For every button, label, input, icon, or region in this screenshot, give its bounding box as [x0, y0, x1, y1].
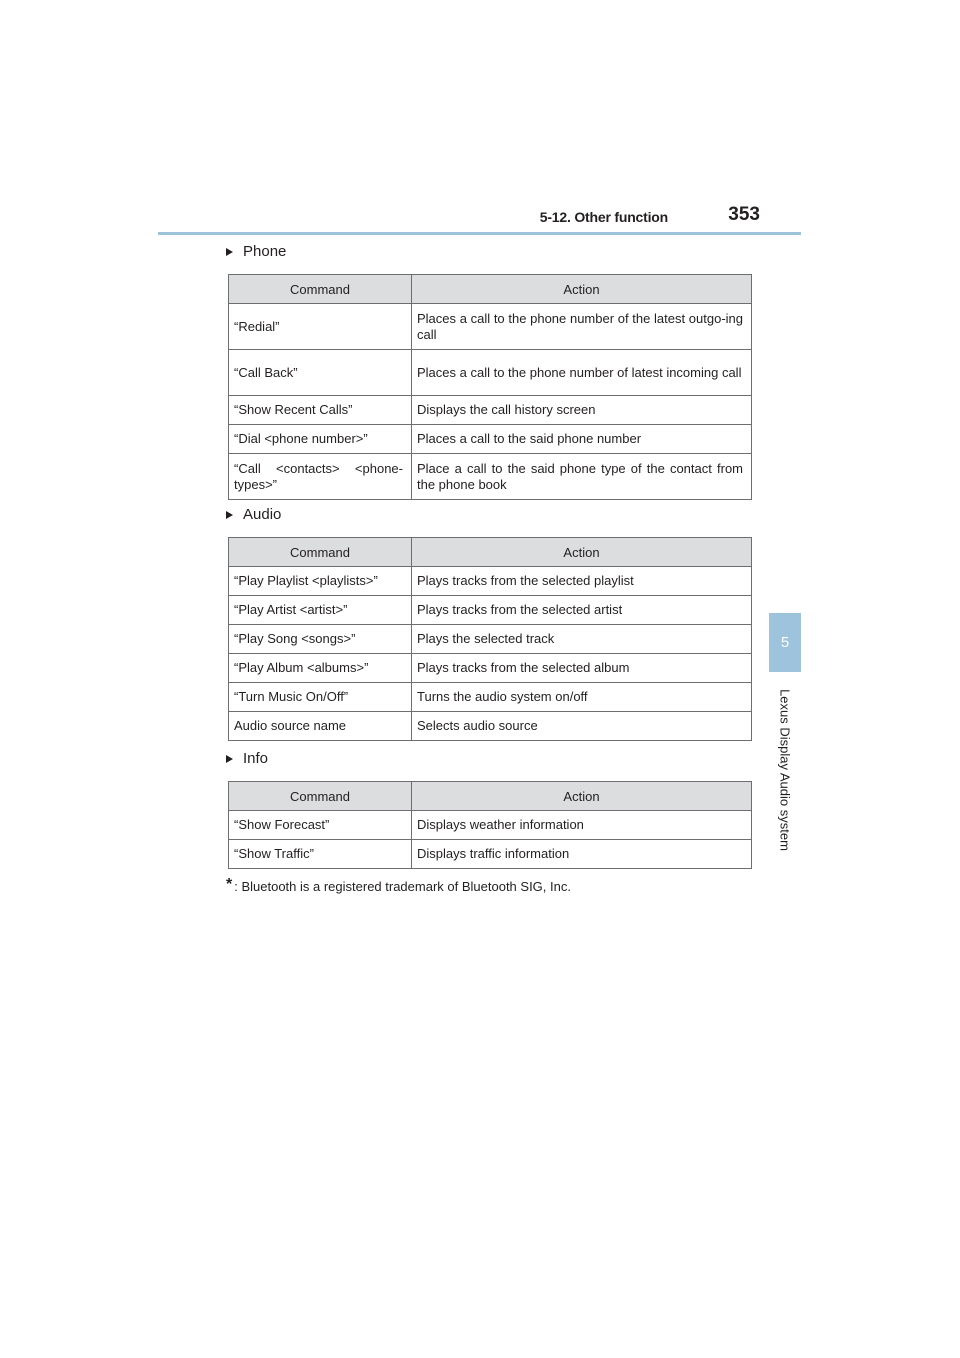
table-row: [229, 350, 752, 396]
command-cell: “Show Recent Calls”: [229, 396, 412, 425]
command-cell: Audio source name: [229, 712, 412, 741]
column-header-command: Command: [229, 275, 412, 304]
command-cell: “Show Forecast”: [229, 811, 412, 840]
table-row: [229, 712, 752, 741]
action-cell: Displays weather information: [412, 811, 752, 840]
action-cell: Plays tracks from the selected album: [412, 654, 752, 683]
action-cell: Selects audio source: [412, 712, 752, 741]
command-cell: “Play Album <albums>”: [229, 654, 412, 683]
command-cell: “Call Back”: [229, 350, 412, 396]
column-header-action: Action: [412, 275, 752, 304]
command-cell: “Play Playlist <playlists>”: [229, 567, 412, 596]
command-cell: “Call <contacts> <phone-types>”: [229, 454, 412, 500]
phone-command-table: [228, 274, 752, 500]
triangle-arrow-icon: [226, 248, 233, 256]
table-row: [229, 567, 752, 596]
info-heading: [226, 750, 268, 767]
audio-command-table: [228, 537, 752, 741]
info-command-table: [228, 781, 752, 869]
phone-heading: [226, 243, 286, 260]
column-header-action: Action: [412, 538, 752, 567]
table-row: [229, 425, 752, 454]
triangle-arrow-icon: [226, 511, 233, 519]
action-cell: Plays tracks from the selected artist: [412, 596, 752, 625]
action-cell: Displays traffic information: [412, 840, 752, 869]
table-row: [229, 625, 752, 654]
table-header-row: [229, 782, 752, 811]
table-row: [229, 454, 752, 500]
table-row: [229, 654, 752, 683]
info-heading-text: Info: [243, 750, 269, 767]
section-title: 5-12. Other function: [539, 209, 668, 225]
footnote: [226, 876, 571, 894]
table-row: [229, 683, 752, 712]
page-number: 353: [728, 204, 760, 225]
command-cell: “Play Artist <artist>”: [229, 596, 412, 625]
action-cell: Displays the call history screen: [412, 396, 752, 425]
action-cell: Place a call to the said phone type of the contact from the phone book: [412, 454, 752, 500]
phone-heading-text: Phone: [243, 243, 287, 260]
footnote-text: : Bluetooth is a registered trademark of Bluetooth SIG, Inc.: [234, 879, 571, 894]
action-cell: Places a call to the phone number of latest incoming call: [412, 350, 752, 396]
triangle-arrow-icon: [226, 755, 233, 763]
chapter-tab: 5: [769, 613, 801, 672]
command-cell: “Play Song <songs>”: [229, 625, 412, 654]
action-cell: Turns the audio system on/off: [412, 683, 752, 712]
command-cell: “Show Traffic”: [229, 840, 412, 869]
chapter-label: Lexus Display Audio system: [777, 689, 793, 851]
column-header-command: Command: [229, 538, 412, 567]
command-cell: “Turn Music On/Off”: [229, 683, 412, 712]
audio-heading-text: Audio: [243, 506, 282, 523]
action-cell: Places a call to the phone number of the latest outgo-ing call: [412, 304, 752, 350]
table-row: [229, 840, 752, 869]
command-cell: “Dial <phone number>”: [229, 425, 412, 454]
table-row: [229, 396, 752, 425]
column-header-action: Action: [412, 782, 752, 811]
table-header-row: [229, 538, 752, 567]
table-row: [229, 304, 752, 350]
action-cell: Plays the selected track: [412, 625, 752, 654]
header-rule: [158, 232, 801, 235]
action-cell: Places a call to the said phone number: [412, 425, 752, 454]
table-row: [229, 811, 752, 840]
column-header-command: Command: [229, 782, 412, 811]
action-cell: Plays tracks from the selected playlist: [412, 567, 752, 596]
footnote-marker: *: [226, 876, 233, 893]
audio-heading: [226, 506, 281, 523]
command-cell: “Redial”: [229, 304, 412, 350]
table-row: [229, 596, 752, 625]
table-header-row: [229, 275, 752, 304]
